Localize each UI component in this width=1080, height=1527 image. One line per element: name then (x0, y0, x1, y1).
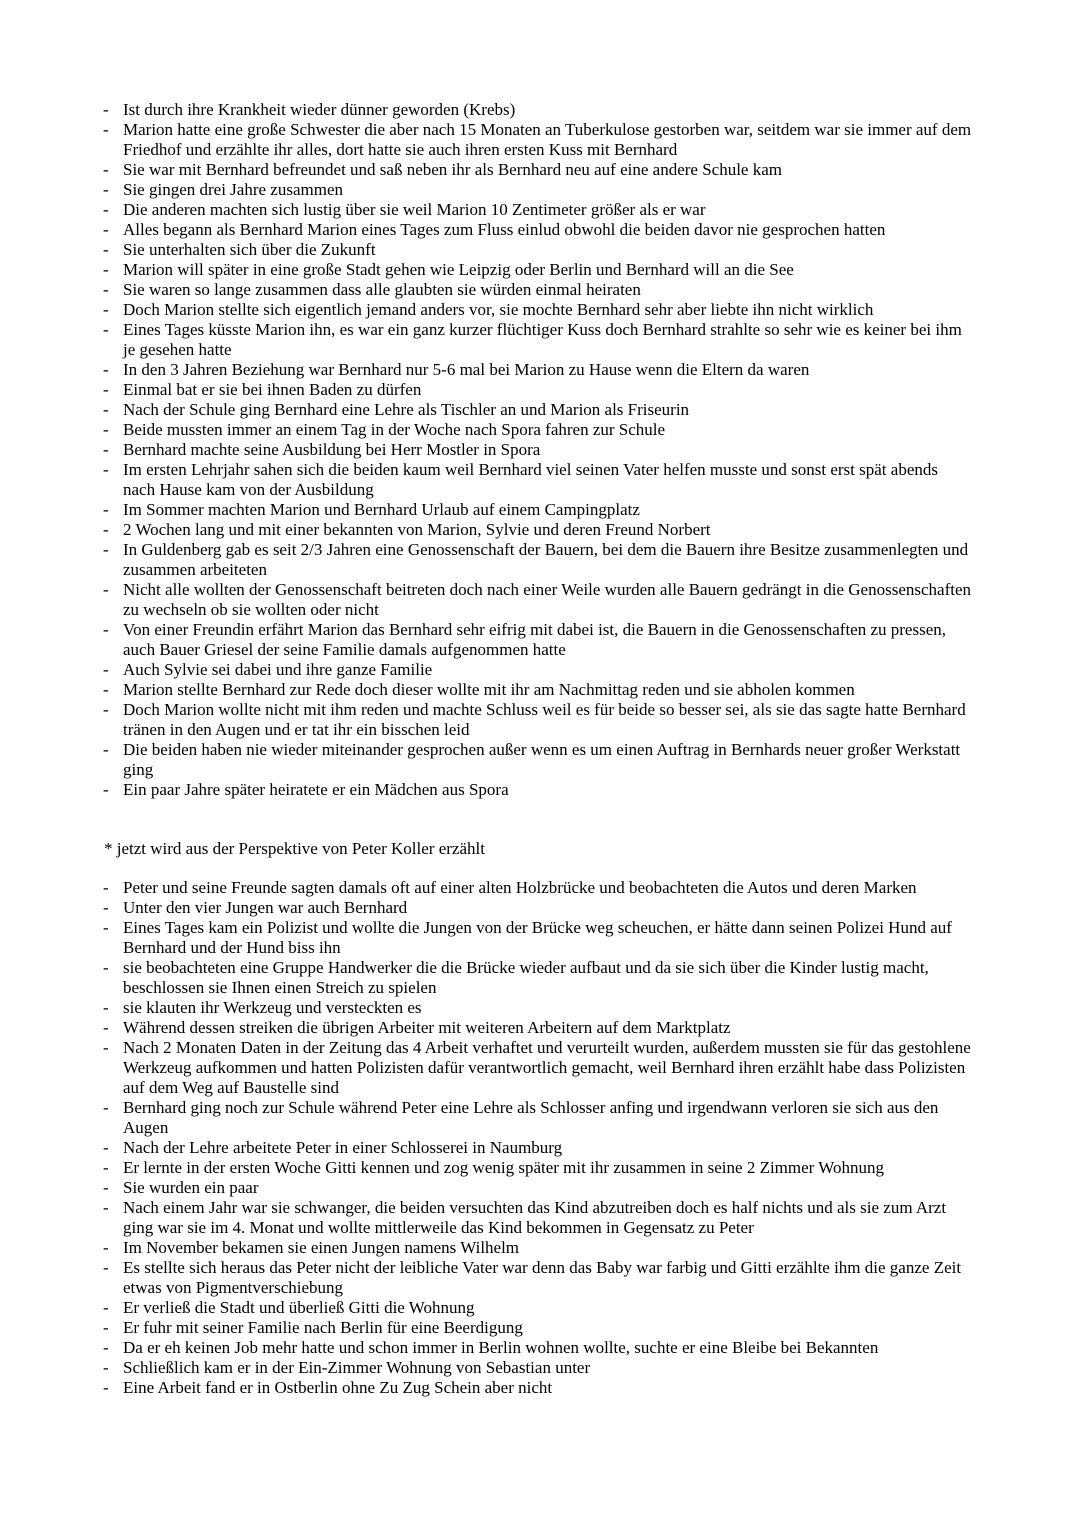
list-item: - Eines Tages küsste Marion ihn, es war ein ganz kurzer flüchtiger Kuss doch Bernhard strahlte so sehr wie es keiner bei ihm je gesehen hatte (123, 320, 973, 360)
list-item: - Während dessen streiken die übrigen Arbeiter mit weiteren Arbeitern auf dem Marktplatz (123, 1018, 973, 1038)
list-item: - Da er eh keinen Job mehr hatte und schon immer in Berlin wohnen wollte, suchte er eine Bleibe bei Bekannten (123, 1338, 973, 1358)
list-item: - Auch Sylvie sei dabei und ihre ganze Familie (123, 660, 973, 680)
narrator-note: * jetzt wird aus der Perspektive von Peter Koller erzählt (104, 839, 485, 858)
list-item: - Eines Tages kam ein Polizist und wollte die Jungen von der Brücke weg scheuchen, er hätte dann seinen Polizei Hund auf Bernhard und der Hund biss ihn (123, 918, 973, 958)
bullet-list-peter (0, 878, 973, 1398)
list-item: - Er lernte in der ersten Woche Gitti kennen und zog wenig später mit ihr zusammen in seine 2 Zimmer Wohnung (123, 1158, 973, 1178)
list-item: - Alles begann als Bernhard Marion eines Tages zum Fluss einlud obwohl die beiden davor nie gesprochen hatten (123, 220, 973, 240)
list-item: - Sie war mit Bernhard befreundet und saß neben ihr als Bernhard neu auf eine andere Schule kam (123, 160, 973, 180)
list-item: - Sie unterhalten sich über die Zukunft (123, 240, 973, 260)
list-item: - Peter und seine Freunde sagten damals oft auf einer alten Holzbrücke und beobachteten die Autos und deren Marken (123, 878, 973, 898)
list-item: - In Guldenberg gab es seit 2/3 Jahren eine Genossenschaft der Bauern, bei dem die Bauern ihre Besitze zusammenlegten und zusammen arbeiteten (123, 540, 973, 580)
list-item: - Einmal bat er sie bei ihnen Baden zu dürfen (123, 380, 973, 400)
list-item: - Nach einem Jahr war sie schwanger, die beiden versuchten das Kind abzutreiben doch es half nichts und als sie zum Arzt ging war sie im 4. Monat und wollte mittlerweile das Kind bekommen in Gegensatz zu Peter (123, 1198, 973, 1238)
list-item: - Im November bekamen sie einen Jungen namens Wilhelm (123, 1238, 973, 1258)
list-item: - Er verließ die Stadt und überließ Gitti die Wohnung (123, 1298, 973, 1318)
list-item: - Bernhard machte seine Ausbildung bei Herr Mostler in Spora (123, 440, 973, 460)
bullet-list-marion (0, 100, 973, 800)
list-item: - Unter den vier Jungen war auch Bernhard (123, 898, 973, 918)
list-item: - Sie gingen drei Jahre zusammen (123, 180, 973, 200)
list-item: - Schließlich kam er in der Ein-Zimmer Wohnung von Sebastian unter (123, 1358, 973, 1378)
list-item: - Marion hatte eine große Schwester die aber nach 15 Monaten an Tuberkulose gestorben war, seitdem war sie immer auf dem Friedhof und erzählte ihr alles, dort hatte sie auch ihren ersten Kuss mit Bernhard (123, 120, 973, 160)
list-item: - Ist durch ihre Krankheit wieder dünner geworden (Krebs) (123, 100, 973, 120)
list-item: - sie klauten ihr Werkzeug und versteckten es (123, 998, 973, 1018)
list-item: - sie beobachteten eine Gruppe Handwerker die die Brücke wieder aufbaut und da sie sich über die Kinder lustig macht, beschlossen sie Ihnen einen Streich zu spielen (123, 958, 973, 998)
list-item: - Sie waren so lange zusammen dass alle glaubten sie würden einmal heiraten (123, 280, 973, 300)
list-item: - Marion stellte Bernhard zur Rede doch dieser wollte mit ihr am Nachmittag reden und sie abholen kommen (123, 680, 973, 700)
list-item: - Doch Marion stellte sich eigentlich jemand anders vor, sie mochte Bernhard sehr aber liebte ihn nicht wirklich (123, 300, 973, 320)
list-item: - Marion will später in eine große Stadt gehen wie Leipzig oder Berlin und Bernhard will an die See (123, 260, 973, 280)
list-item: - Nach 2 Monaten Daten in der Zeitung das 4 Arbeit verhaftet und verurteilt wurden, außerdem mussten sie für das gestohlene Werkzeug aufkommen und hatten Polizisten dafür verantwortlich gemacht, weil Bernhard ihren erzählt habe dass Polizisten auf dem Weg auf Baustelle sind (123, 1038, 973, 1098)
list-item: - 2 Wochen lang und mit einer bekannten von Marion, Sylvie und deren Freund Norbert (123, 520, 973, 540)
list-item: - In den 3 Jahren Beziehung war Bernhard nur 5-6 mal bei Marion zu Hause wenn die Eltern da waren (123, 360, 973, 380)
list-item: - Er fuhr mit seiner Familie nach Berlin für eine Beerdigung (123, 1318, 973, 1338)
list-item: - Doch Marion wollte nicht mit ihm reden und machte Schluss weil es für beide so besser sei, als sie das sagte hatte Bernhard tränen in den Augen und er tat ihr ein bisschen leid (123, 700, 973, 740)
list-item: - Eine Arbeit fand er in Ostberlin ohne Zu Zug Schein aber nicht (123, 1378, 973, 1398)
list-item: - Bernhard ging noch zur Schule während Peter eine Lehre als Schlosser anfing und irgendwann verloren sie sich aus den Augen (123, 1098, 973, 1138)
list-item: - Die anderen machten sich lustig über sie weil Marion 10 Zentimeter größer als er war (123, 200, 973, 220)
list-item: - Nach der Lehre arbeitete Peter in einer Schlosserei in Naumburg (123, 1138, 973, 1158)
list-item: - Nicht alle wollten der Genossenschaft beitreten doch nach einer Weile wurden alle Bauern gedrängt in die Genossenschaften zu wechseln ob sie wollten oder nicht (123, 580, 973, 620)
list-item: - Ein paar Jahre später heiratete er ein Mädchen aus Spora (123, 780, 973, 800)
list-item: - Nach der Schule ging Bernhard eine Lehre als Tischler an und Marion als Friseurin (123, 400, 973, 420)
list-item: - Im Sommer machten Marion und Bernhard Urlaub auf einem Campingplatz (123, 500, 973, 520)
list-item: - Von einer Freundin erfährt Marion das Bernhard sehr eifrig mit dabei ist, die Bauern in die Genossenschaften zu pressen, auch Bauer Griesel der seine Familie damals aufgenommen hatte (123, 620, 973, 660)
document-page (0, 100, 1080, 1398)
list-item: - Die beiden haben nie wieder miteinander gesprochen außer wenn es um einen Auftrag in Bernhards neuer großer Werkstatt ging (123, 740, 973, 780)
list-item: - Im ersten Lehrjahr sahen sich die beiden kaum weil Bernhard viel seinen Vater helfen musste und sonst erst spät abends nach Hause kam von der Ausbildung (123, 460, 973, 500)
list-item: - Beide mussten immer an einem Tag in der Woche nach Spora fahren zur Schule (123, 420, 973, 440)
list-item: - Sie wurden ein paar (123, 1178, 973, 1198)
list-item: - Es stellte sich heraus das Peter nicht der leibliche Vater war denn das Baby war farbig und Gitti erzählte ihm die ganze Zeit etwas von Pigmentverschiebung (123, 1258, 973, 1298)
